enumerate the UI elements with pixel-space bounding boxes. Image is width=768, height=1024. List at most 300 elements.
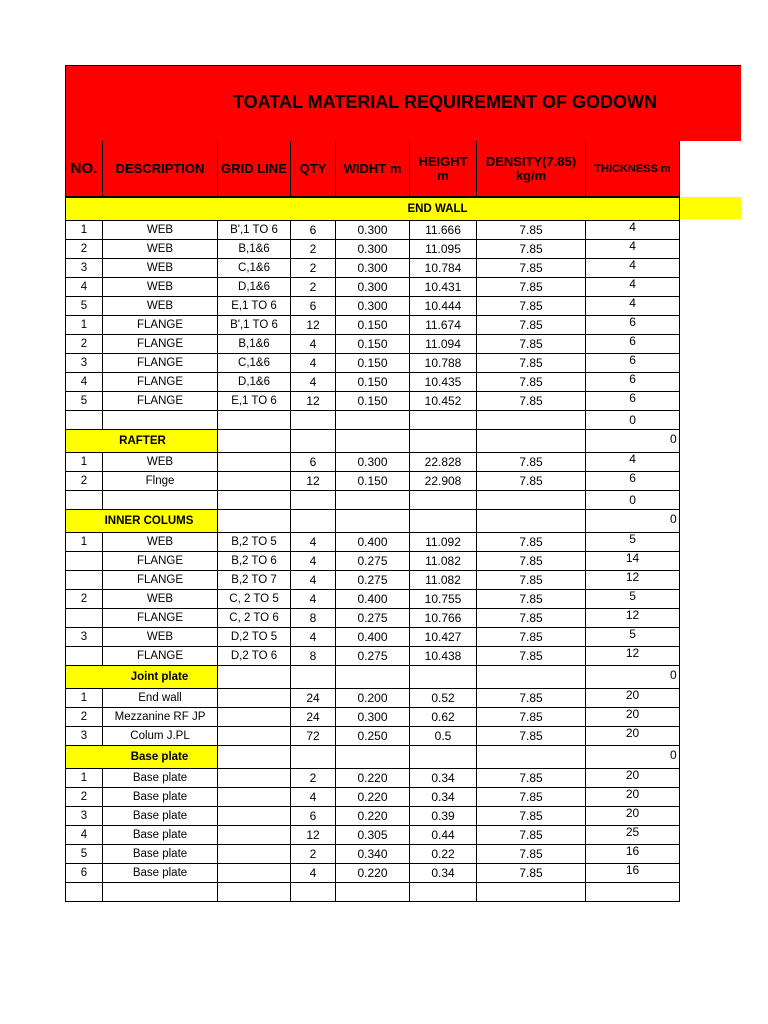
- cell-grid[interactable]: B',1 TO 6: [218, 316, 291, 335]
- cell-desc[interactable]: [103, 411, 218, 430]
- cell-grid[interactable]: D,2 TO 6: [218, 647, 291, 666]
- cell-thick[interactable]: 16: [586, 845, 680, 864]
- cell-qty[interactable]: 6: [291, 453, 336, 472]
- cell-height[interactable]: [410, 491, 477, 510]
- cell-density[interactable]: 7.85: [477, 727, 586, 746]
- cell-width[interactable]: 0.150: [336, 354, 410, 373]
- table-row: [66, 708, 680, 727]
- cell-qty[interactable]: 4: [291, 354, 336, 373]
- cell-desc[interactable]: FLANGE: [103, 354, 218, 373]
- cell-height[interactable]: 11.666: [410, 221, 477, 240]
- cell-width[interactable]: 0.150: [336, 335, 410, 354]
- cell-thick[interactable]: 0: [586, 411, 680, 430]
- table-row: [66, 472, 680, 491]
- cell-grid[interactable]: [218, 453, 291, 472]
- cell-qty[interactable]: [291, 411, 336, 430]
- cell-density[interactable]: [477, 491, 586, 510]
- cell-grid[interactable]: B,2 TO 5: [218, 533, 291, 552]
- cell-no[interactable]: 2: [66, 708, 103, 727]
- cell-density[interactable]: 7.85: [477, 689, 586, 708]
- cell-no[interactable]: 1: [66, 769, 103, 788]
- cell-density[interactable]: 7.85: [477, 826, 586, 845]
- header-grid-line[interactable]: GRID LINE: [218, 141, 291, 197]
- cell-thick[interactable]: 20: [586, 807, 680, 826]
- cell-qty[interactable]: 2: [291, 240, 336, 259]
- cell-density[interactable]: [477, 411, 586, 430]
- cell-empty[interactable]: [477, 746, 586, 769]
- cell-height[interactable]: 22.828: [410, 453, 477, 472]
- cell-width[interactable]: 0.275: [336, 609, 410, 628]
- cell-thick[interactable]: 25: [586, 826, 680, 845]
- table-row: [66, 788, 680, 807]
- table-row: [66, 240, 680, 259]
- cell-grid[interactable]: C,1&6: [218, 354, 291, 373]
- cell-width[interactable]: 0.150: [336, 316, 410, 335]
- cell-qty[interactable]: 2: [291, 845, 336, 864]
- cell-height[interactable]: 22.908: [410, 472, 477, 491]
- cell-width[interactable]: 0.300: [336, 240, 410, 259]
- cell-width[interactable]: 0.220: [336, 864, 410, 883]
- cell-qty[interactable]: [291, 491, 336, 510]
- cell-no[interactable]: 3: [66, 807, 103, 826]
- cell-no[interactable]: 3: [66, 354, 103, 373]
- header-width[interactable]: WIDHT m: [336, 141, 410, 197]
- cell-thick[interactable]: 20: [586, 708, 680, 727]
- cell-thick[interactable]: 20: [586, 769, 680, 788]
- cell-empty[interactable]: [410, 666, 477, 689]
- cell-width[interactable]: [336, 883, 410, 902]
- cell-grid[interactable]: [218, 769, 291, 788]
- cell-no[interactable]: [66, 491, 103, 510]
- cell-desc[interactable]: FLANGE: [103, 392, 218, 411]
- cell-grid[interactable]: C, 2 TO 5: [218, 590, 291, 609]
- cell-width[interactable]: 0.300: [336, 708, 410, 727]
- cell-empty[interactable]: [218, 510, 291, 533]
- cell-desc[interactable]: WEB: [103, 278, 218, 297]
- cell-width[interactable]: 0.400: [336, 533, 410, 552]
- cell-desc[interactable]: Base plate: [103, 807, 218, 826]
- cell-density[interactable]: 7.85: [477, 278, 586, 297]
- cell-no[interactable]: 1: [66, 689, 103, 708]
- cell-qty[interactable]: 4: [291, 788, 336, 807]
- cell-empty[interactable]: [218, 666, 291, 689]
- cell-width[interactable]: 0.150: [336, 373, 410, 392]
- cell-qty[interactable]: 4: [291, 552, 336, 571]
- cell-thick[interactable]: 12: [586, 647, 680, 666]
- cell-qty[interactable]: 8: [291, 609, 336, 628]
- header-thickness[interactable]: THICKNESS m: [586, 141, 680, 197]
- section-row-base-plate: [66, 746, 680, 769]
- cell-height[interactable]: [410, 883, 477, 902]
- cell-desc[interactable]: FLANGE: [103, 316, 218, 335]
- cell-height[interactable]: 10.755: [410, 590, 477, 609]
- cell-qty[interactable]: 24: [291, 708, 336, 727]
- cell-thick[interactable]: 20: [586, 727, 680, 746]
- cell-density[interactable]: 7.85: [477, 552, 586, 571]
- cell-thick[interactable]: 14: [586, 552, 680, 571]
- cell-no[interactable]: 1: [66, 453, 103, 472]
- cell-qty[interactable]: 2: [291, 259, 336, 278]
- cell-density[interactable]: 7.85: [477, 240, 586, 259]
- cell-width[interactable]: 0.305: [336, 826, 410, 845]
- cell-thick[interactable]: 6: [586, 373, 680, 392]
- cell-density[interactable]: [477, 883, 586, 902]
- cell-no[interactable]: 2: [66, 335, 103, 354]
- cell-height[interactable]: 0.52: [410, 689, 477, 708]
- cell-empty[interactable]: [291, 430, 336, 453]
- cell-qty[interactable]: 24: [291, 689, 336, 708]
- cell-height[interactable]: 10.452: [410, 392, 477, 411]
- cell-desc[interactable]: WEB: [103, 590, 218, 609]
- cell-density[interactable]: 7.85: [477, 647, 586, 666]
- cell-qty[interactable]: 12: [291, 316, 336, 335]
- cell-desc[interactable]: End wall: [103, 689, 218, 708]
- cell-no[interactable]: 3: [66, 259, 103, 278]
- cell-empty[interactable]: [477, 430, 586, 453]
- cell-desc[interactable]: WEB: [103, 533, 218, 552]
- cell-density[interactable]: 7.85: [477, 259, 586, 278]
- cell-desc[interactable]: FLANGE: [103, 552, 218, 571]
- cell-thick[interactable]: 4: [586, 221, 680, 240]
- cell-desc[interactable]: [103, 883, 218, 902]
- cell-width[interactable]: 0.200: [336, 689, 410, 708]
- cell-height[interactable]: 0.34: [410, 788, 477, 807]
- cell-grid[interactable]: B,1&6: [218, 240, 291, 259]
- cell-height[interactable]: 0.34: [410, 769, 477, 788]
- cell-empty[interactable]: [336, 746, 410, 769]
- cell-empty[interactable]: [291, 666, 336, 689]
- cell-empty[interactable]: [410, 746, 477, 769]
- cell-desc[interactable]: Colum J.PL: [103, 727, 218, 746]
- cell-grid[interactable]: [218, 708, 291, 727]
- cell-thick[interactable]: 4: [586, 278, 680, 297]
- cell-empty[interactable]: [586, 430, 680, 453]
- cell-density[interactable]: 7.85: [477, 769, 586, 788]
- cell-desc[interactable]: Base plate: [103, 788, 218, 807]
- cell-qty[interactable]: 4: [291, 628, 336, 647]
- cell-desc[interactable]: Flnge: [103, 472, 218, 491]
- cell-height[interactable]: 0.62: [410, 708, 477, 727]
- cell-desc[interactable]: FLANGE: [103, 335, 218, 354]
- cell-thick[interactable]: 12: [586, 571, 680, 590]
- cell-qty[interactable]: 4: [291, 864, 336, 883]
- cell-thick[interactable]: 20: [586, 788, 680, 807]
- header-description[interactable]: DESCRIPTION: [103, 141, 218, 197]
- cell-qty[interactable]: 2: [291, 769, 336, 788]
- cell-no[interactable]: 5: [66, 392, 103, 411]
- cell-no[interactable]: [66, 411, 103, 430]
- cell-height[interactable]: 11.082: [410, 552, 477, 571]
- cell-empty[interactable]: [336, 510, 410, 533]
- cell-width[interactable]: 0.250: [336, 727, 410, 746]
- cell-desc[interactable]: [103, 491, 218, 510]
- cell-height[interactable]: [410, 411, 477, 430]
- cell-desc[interactable]: Base plate: [103, 845, 218, 864]
- cell-no[interactable]: [66, 883, 103, 902]
- section-label: INNER COLUMS: [66, 510, 218, 533]
- cell-grid[interactable]: [218, 689, 291, 708]
- cell-grid[interactable]: [218, 826, 291, 845]
- cell-thick[interactable]: [586, 883, 680, 902]
- cell-empty[interactable]: [336, 430, 410, 453]
- cell-qty[interactable]: 4: [291, 373, 336, 392]
- cell-height[interactable]: 10.766: [410, 609, 477, 628]
- cell-grid[interactable]: B,1&6: [218, 335, 291, 354]
- cell-empty[interactable]: [291, 510, 336, 533]
- cell-density[interactable]: 7.85: [477, 453, 586, 472]
- cell-height[interactable]: 10.444: [410, 297, 477, 316]
- cell-desc[interactable]: WEB: [103, 297, 218, 316]
- cell-empty[interactable]: [410, 510, 477, 533]
- cell-thick[interactable]: 6: [586, 392, 680, 411]
- table-row: [66, 807, 680, 826]
- cell-width[interactable]: 0.275: [336, 552, 410, 571]
- cell-thick[interactable]: 5: [586, 590, 680, 609]
- table-row: [66, 316, 680, 335]
- cell-grid[interactable]: D,2 TO 5: [218, 628, 291, 647]
- table-row: [66, 354, 680, 373]
- cell-qty[interactable]: 4: [291, 571, 336, 590]
- cell-grid[interactable]: [218, 491, 291, 510]
- cell-width[interactable]: 0.150: [336, 392, 410, 411]
- cell-qty[interactable]: 6: [291, 807, 336, 826]
- cell-height[interactable]: 10.427: [410, 628, 477, 647]
- cell-empty[interactable]: [218, 746, 291, 769]
- cell-grid[interactable]: B,2 TO 7: [218, 571, 291, 590]
- cell-width[interactable]: 0.275: [336, 571, 410, 590]
- table-row: [66, 571, 680, 590]
- cell-desc[interactable]: FLANGE: [103, 647, 218, 666]
- cell-grid[interactable]: [218, 472, 291, 491]
- cell-qty[interactable]: 12: [291, 472, 336, 491]
- cell-empty[interactable]: [586, 510, 680, 533]
- cell-thick[interactable]: 20: [586, 689, 680, 708]
- cell-height[interactable]: 10.788: [410, 354, 477, 373]
- table-row: [66, 533, 680, 552]
- cell-qty[interactable]: 4: [291, 533, 336, 552]
- cell-empty[interactable]: [586, 666, 680, 689]
- cell-density[interactable]: 7.85: [477, 590, 586, 609]
- cell-grid[interactable]: [218, 788, 291, 807]
- cell-qty[interactable]: 6: [291, 297, 336, 316]
- header-height[interactable]: HEIGHT m: [410, 141, 477, 197]
- cell-height[interactable]: 10.431: [410, 278, 477, 297]
- cell-empty[interactable]: [477, 510, 586, 533]
- cell-density[interactable]: 7.85: [477, 807, 586, 826]
- cell-grid[interactable]: [218, 807, 291, 826]
- cell-grid[interactable]: D,1&6: [218, 278, 291, 297]
- cell-height[interactable]: 10.438: [410, 647, 477, 666]
- cell-desc[interactable]: Base plate: [103, 864, 218, 883]
- cell-qty[interactable]: 4: [291, 335, 336, 354]
- cell-qty[interactable]: 6: [291, 221, 336, 240]
- cell-empty[interactable]: [218, 430, 291, 453]
- header-qty[interactable]: QTY: [291, 141, 336, 197]
- cell-no[interactable]: [66, 552, 103, 571]
- cell-width[interactable]: 0.400: [336, 628, 410, 647]
- cell-density[interactable]: 7.85: [477, 571, 586, 590]
- cell-density[interactable]: 7.85: [477, 472, 586, 491]
- cell-density[interactable]: 7.85: [477, 373, 586, 392]
- cell-desc[interactable]: WEB: [103, 628, 218, 647]
- cell-thick[interactable]: 4: [586, 453, 680, 472]
- cell-no[interactable]: 4: [66, 373, 103, 392]
- cell-grid[interactable]: [218, 845, 291, 864]
- cell-density[interactable]: 7.85: [477, 628, 586, 647]
- cell-thick[interactable]: 4: [586, 240, 680, 259]
- cell-empty[interactable]: [410, 430, 477, 453]
- cell-density[interactable]: 7.85: [477, 316, 586, 335]
- cell-desc[interactable]: Mezzanine RF JP: [103, 708, 218, 727]
- cell-thick[interactable]: 6: [586, 354, 680, 373]
- cell-desc[interactable]: Base plate: [103, 769, 218, 788]
- table-row: [66, 864, 680, 883]
- cell-height[interactable]: 0.39: [410, 807, 477, 826]
- cell-density[interactable]: 7.85: [477, 392, 586, 411]
- cell-no[interactable]: 1: [66, 316, 103, 335]
- cell-width[interactable]: 0.300: [336, 221, 410, 240]
- cell-grid[interactable]: E,1 TO 6: [218, 297, 291, 316]
- cell-height[interactable]: 0.5: [410, 727, 477, 746]
- cell-desc[interactable]: FLANGE: [103, 373, 218, 392]
- cell-width[interactable]: 0.150: [336, 472, 410, 491]
- cell-density[interactable]: 7.85: [477, 845, 586, 864]
- cell-width[interactable]: 0.220: [336, 788, 410, 807]
- cell-grid[interactable]: [218, 411, 291, 430]
- cell-density[interactable]: 7.85: [477, 533, 586, 552]
- cell-thick[interactable]: 4: [586, 297, 680, 316]
- cell-height[interactable]: 11.674: [410, 316, 477, 335]
- cell-grid[interactable]: E,1 TO 6: [218, 392, 291, 411]
- cell-grid[interactable]: C,1&6: [218, 259, 291, 278]
- cell-thick[interactable]: 0: [586, 491, 680, 510]
- table-row: [66, 826, 680, 845]
- table-row: [66, 453, 680, 472]
- cell-no[interactable]: 2: [66, 788, 103, 807]
- cell-no[interactable]: 6: [66, 864, 103, 883]
- cell-no[interactable]: 2: [66, 240, 103, 259]
- cell-no[interactable]: 3: [66, 628, 103, 647]
- cell-width[interactable]: 0.275: [336, 647, 410, 666]
- cell-height[interactable]: 11.092: [410, 533, 477, 552]
- cell-no[interactable]: 5: [66, 845, 103, 864]
- cell-qty[interactable]: 72: [291, 727, 336, 746]
- header-density[interactable]: DENSITY(7.85) kg/m: [477, 141, 586, 197]
- cell-desc[interactable]: WEB: [103, 453, 218, 472]
- table-row: [66, 590, 680, 609]
- cell-qty[interactable]: 2: [291, 278, 336, 297]
- cell-width[interactable]: [336, 411, 410, 430]
- cell-no[interactable]: 5: [66, 297, 103, 316]
- cell-height[interactable]: 10.435: [410, 373, 477, 392]
- cell-empty[interactable]: [336, 666, 410, 689]
- cell-height[interactable]: 0.22: [410, 845, 477, 864]
- cell-desc[interactable]: Base plate: [103, 826, 218, 845]
- cell-qty[interactable]: 8: [291, 647, 336, 666]
- cell-empty[interactable]: [586, 746, 680, 769]
- cell-density[interactable]: 7.85: [477, 297, 586, 316]
- cell-height[interactable]: 0.44: [410, 826, 477, 845]
- cell-width[interactable]: 0.400: [336, 590, 410, 609]
- cell-width[interactable]: 0.300: [336, 259, 410, 278]
- cell-density[interactable]: 7.85: [477, 221, 586, 240]
- cell-height[interactable]: 11.095: [410, 240, 477, 259]
- cell-thick[interactable]: 5: [586, 533, 680, 552]
- blank-row: [66, 491, 680, 510]
- cell-thick[interactable]: 4: [586, 259, 680, 278]
- cell-no[interactable]: [66, 609, 103, 628]
- cell-no[interactable]: 2: [66, 472, 103, 491]
- cell-empty[interactable]: [291, 746, 336, 769]
- cell-density[interactable]: 7.85: [477, 609, 586, 628]
- cell-desc[interactable]: FLANGE: [103, 609, 218, 628]
- cell-width[interactable]: [336, 491, 410, 510]
- cell-height[interactable]: 11.082: [410, 571, 477, 590]
- cell-thick[interactable]: 6: [586, 316, 680, 335]
- cell-no[interactable]: 3: [66, 727, 103, 746]
- cell-density[interactable]: 7.85: [477, 788, 586, 807]
- cell-density[interactable]: 7.85: [477, 708, 586, 727]
- cell-no[interactable]: 2: [66, 590, 103, 609]
- cell-qty[interactable]: [291, 883, 336, 902]
- section-label: END WALL: [66, 198, 680, 221]
- cell-width[interactable]: 0.300: [336, 453, 410, 472]
- cell-grid[interactable]: D,1&6: [218, 373, 291, 392]
- cell-thick[interactable]: 5: [586, 628, 680, 647]
- cell-no[interactable]: 1: [66, 221, 103, 240]
- section-row-rafter: [66, 430, 680, 453]
- cell-height[interactable]: 11.094: [410, 335, 477, 354]
- cell-qty[interactable]: 12: [291, 392, 336, 411]
- cell-no[interactable]: [66, 647, 103, 666]
- cell-density[interactable]: 7.85: [477, 354, 586, 373]
- cell-desc[interactable]: WEB: [103, 240, 218, 259]
- cell-no[interactable]: 4: [66, 278, 103, 297]
- cell-thick[interactable]: 16: [586, 864, 680, 883]
- cell-width[interactable]: 0.340: [336, 845, 410, 864]
- cell-thick[interactable]: 6: [586, 335, 680, 354]
- cell-desc[interactable]: WEB: [103, 259, 218, 278]
- cell-grid[interactable]: C, 2 TO 6: [218, 609, 291, 628]
- cell-thick[interactable]: 6: [586, 472, 680, 491]
- cell-thick[interactable]: 12: [586, 609, 680, 628]
- cell-height[interactable]: 10.784: [410, 259, 477, 278]
- cell-density[interactable]: 7.85: [477, 864, 586, 883]
- cell-empty[interactable]: [477, 666, 586, 689]
- overflow-value-joint-plate: 0: [670, 667, 677, 682]
- cell-grid[interactable]: B',1 TO 6: [218, 221, 291, 240]
- cell-grid[interactable]: [218, 864, 291, 883]
- cell-width[interactable]: 0.300: [336, 297, 410, 316]
- cell-qty[interactable]: 4: [291, 590, 336, 609]
- cell-desc[interactable]: FLANGE: [103, 571, 218, 590]
- cell-grid[interactable]: [218, 883, 291, 902]
- cell-grid[interactable]: [218, 727, 291, 746]
- cell-height[interactable]: 0.34: [410, 864, 477, 883]
- cell-desc[interactable]: WEB: [103, 221, 218, 240]
- cell-no[interactable]: [66, 571, 103, 590]
- table-row: [66, 278, 680, 297]
- cell-density[interactable]: 7.85: [477, 335, 586, 354]
- cell-width[interactable]: 0.300: [336, 278, 410, 297]
- cell-no[interactable]: 4: [66, 826, 103, 845]
- cell-grid[interactable]: B,2 TO 6: [218, 552, 291, 571]
- header-no[interactable]: NO.: [66, 141, 103, 197]
- cell-width[interactable]: 0.220: [336, 807, 410, 826]
- cell-qty[interactable]: 12: [291, 826, 336, 845]
- cell-width[interactable]: 0.220: [336, 769, 410, 788]
- cell-no[interactable]: 1: [66, 533, 103, 552]
